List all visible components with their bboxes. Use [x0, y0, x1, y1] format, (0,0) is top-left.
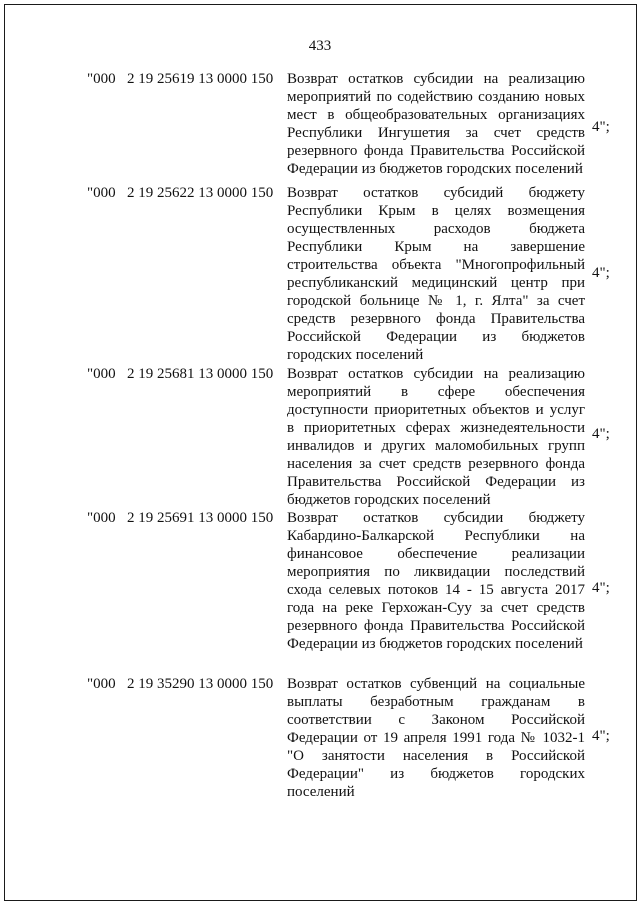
entry-description: Возврат остатков субвенций на социальные выплаты безработным гражданам в соответствии с Законом Российской Федерации от 19 апреля 1991 года № 1032-1 "О занятости населения в Российской Федерации" из бюджетов городских поселений — [287, 676, 585, 800]
entry-code — [87, 509, 287, 527]
entry-code — [87, 184, 287, 202]
entry-suffix: 4"; — [592, 265, 610, 281]
entry-prefix: "000 — [87, 676, 116, 692]
entry-code — [87, 70, 287, 88]
page-number: 433 — [308, 38, 332, 54]
entry-code-value: 2 19 25619 13 0000 150 — [127, 71, 274, 87]
entry-description: Возврат остатков субсидий бюджету Республики Крым в целях возмещения осуществленных расходов бюджета Республики Крым на завершение строительства объекта "Многопрофильный республиканский медицинский центр при городской больнице № 1, г. Ялта" за счет средств резервного фонда Правительства Российской Федерации из бюджетов городских поселений — [287, 185, 585, 363]
entry-suffix: 4"; — [592, 119, 610, 135]
entry-prefix: "000 — [87, 185, 116, 201]
entry-code-value: 2 19 25681 13 0000 150 — [127, 366, 274, 382]
entry-prefix: "000 — [87, 71, 116, 87]
entry-code — [87, 675, 287, 693]
entry-suffix: 4"; — [592, 580, 610, 596]
entry-description: Возврат остатков субсидии на реализацию мероприятий в сфере обеспечения доступности приоритетных объектов и услуг в приоритетных сферах жизнедеятельности инвалидов и других маломобильных групп населения за счет средств резервного фонда Правительства Российской Федерации из бюджетов городских поселений — [287, 366, 585, 508]
entry-prefix: "000 — [87, 366, 116, 382]
entry-code — [87, 365, 287, 383]
entry-suffix: 4"; — [592, 426, 610, 442]
entry-code-value: 2 19 25622 13 0000 150 — [127, 185, 274, 201]
entry-description: Возврат остатков субсидии на реализацию мероприятий по содействию созданию новых мест в общеобразовательных организациях Республики Ингушетия за счет средств резервного фонда Правительства Российской Федерации из бюджетов городских поселений — [287, 71, 585, 177]
entry-code-value: 2 19 35290 13 0000 150 — [127, 676, 274, 692]
entry-code-value: 2 19 25691 13 0000 150 — [127, 510, 274, 526]
entry-prefix: "000 — [87, 510, 116, 526]
entry-description: Возврат остатков субсидии бюджету Кабардино-Балкарской Республики на финансовое обеспечение реализации мероприятия по ликвидации последствий схода селевых потоков 14 - 15 августа 2017 года на реке Герхожан-Суу за счет средств резервного фонда Правительства Российской Федерации из бюджетов городских поселений — [287, 510, 585, 652]
entry-suffix: 4"; — [592, 728, 610, 744]
